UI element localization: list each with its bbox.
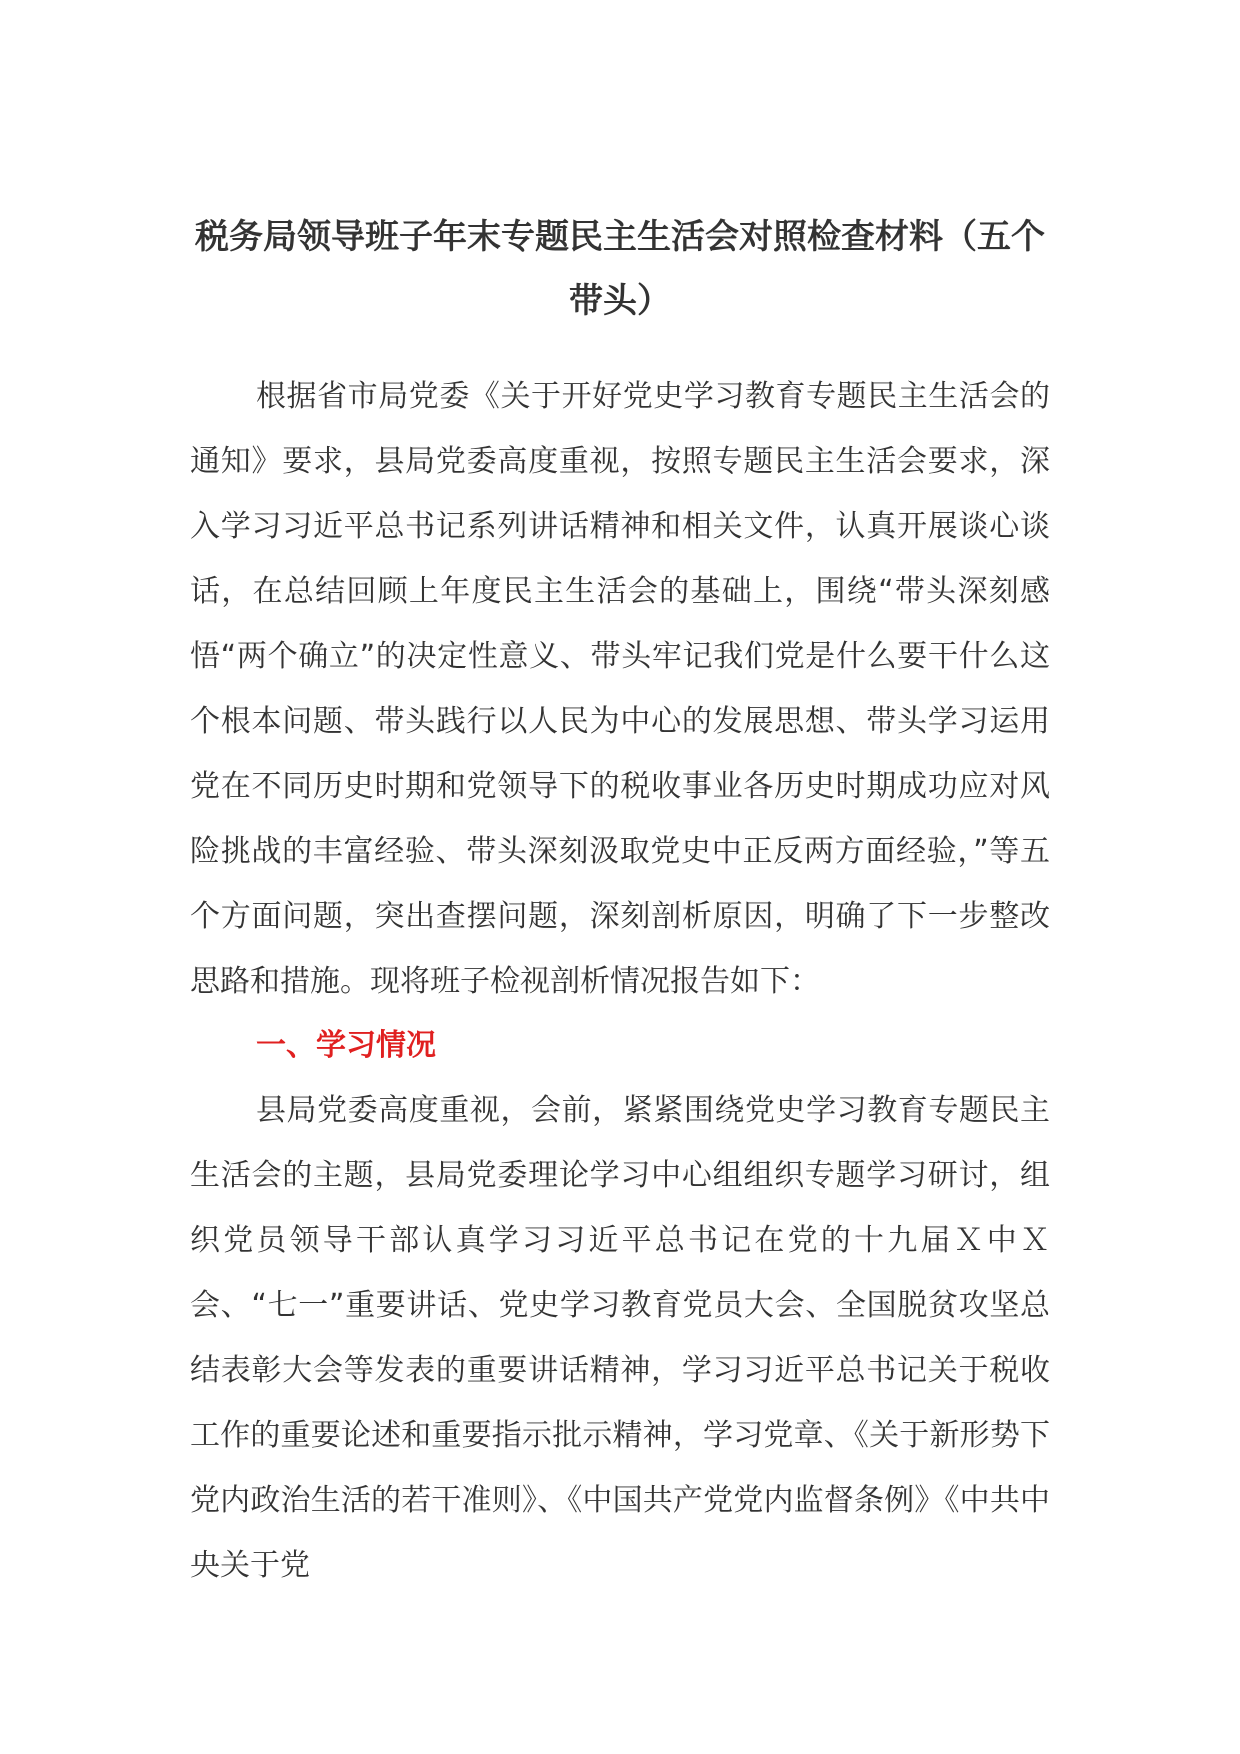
intro-paragraph: 根据省市局党委《关于开好党史学习教育专题民主生活会的通知》要求，县局党委高度重视，按照专题民主生活会要求，深入学习习近平总书记系列讲话精神和相关文件，认真开展谈心谈话，在总结回顾上年度民主生活会的基础上，围绕“带头深刻感悟“两个确立”的决定性意义、带头牢记我们党是什么要干什么这个根本问题、带头践行以人民为中心的发展思想、带头学习运用党在不同历史时期和党领导下的税收事业各历史时期成功应对风险挑战的丰富经验、带头深刻汲取党史中正反两方面经验，”等五个方面问题，突出查摆问题，深刻剖析原因，明确了下一步整改思路和措施。现将班子检视剖析情况报告如下： <box>190 379 1050 999</box>
section-paragraph: 县局党委高度重视，会前，紧紧围绕党史学习教育专题民主生活会的主题，县局党委理论学习中心组组织专题学习研讨，组织党员领导干部认真学习习近平总书记在党的十九届Ｘ中Ｘ会、“七一”重要讲话、党史学习教育党员大会、全国脱贫攻坚总结表彰大会等发表的重要讲话精神，学习习近平总书记关于税收工作的重要论述和重要指示批示精神，学习党章、《关于新形势下党内政治生活的若干准则》、《中国共产党党内监督条例》《中共中央关于党 <box>190 1093 1050 1583</box>
document-title: 税务局领导班子年末专题民主生活会对照检查材料（五个带头） <box>195 217 1045 321</box>
section-heading: 一、学习情况 <box>256 1028 436 1063</box>
